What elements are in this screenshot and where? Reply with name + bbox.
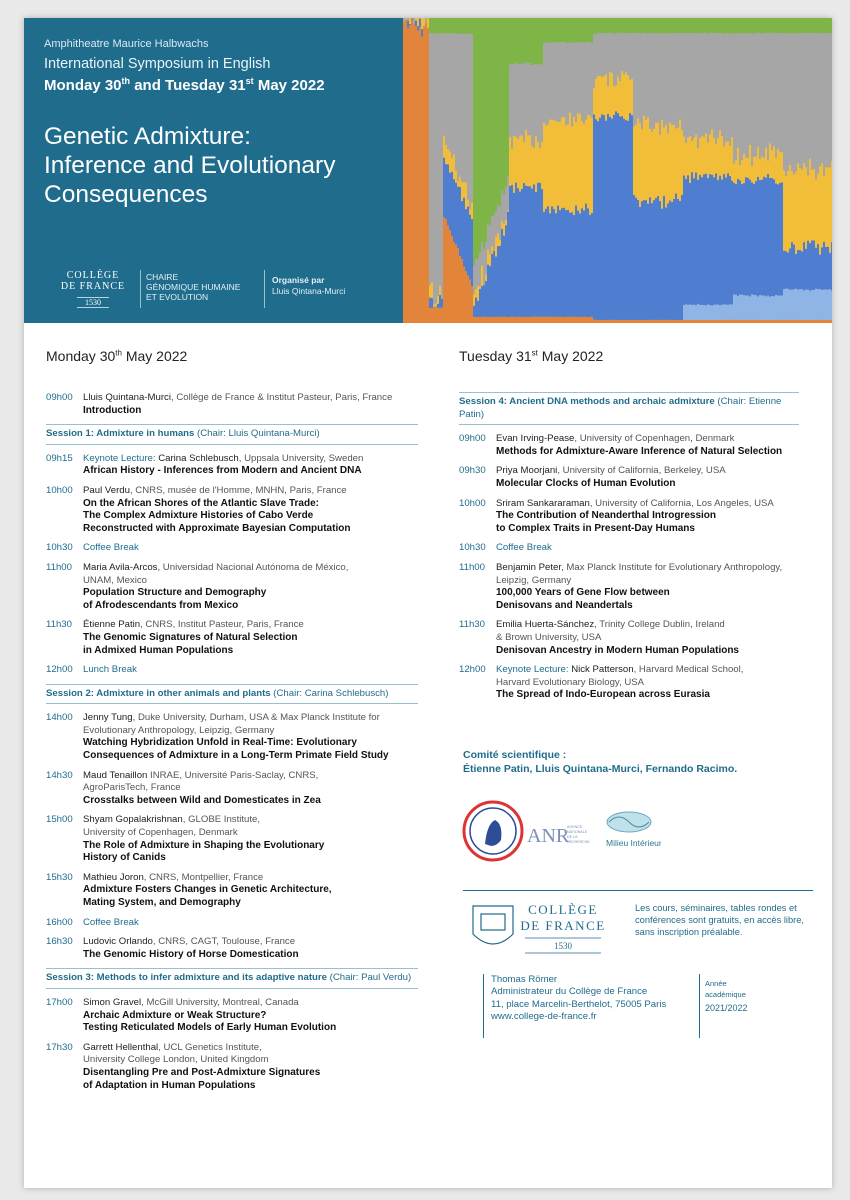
venue-label: Amphitheatre Maurice Halbwachs (44, 38, 209, 50)
time-slot: 11h30 (46, 619, 72, 631)
time-slot: 15h30 (46, 871, 73, 883)
time-slot: 14h00 (46, 712, 73, 724)
talk-item (46, 872, 418, 910)
talk-title: 100,000 Years of Gene Flow between Denisovans and Neandertals (496, 587, 670, 611)
talk-title: Molecular Clocks of Human Evolution (496, 477, 676, 489)
college-de-france-crest-logo (463, 896, 628, 958)
poster-page (24, 18, 832, 1188)
speaker-name: Priya Moorjani (496, 465, 558, 477)
time-slot: 10h00 (46, 484, 73, 496)
time-slot: 16h00 (46, 916, 73, 928)
svg-text:DE LA: DE LA (567, 835, 578, 839)
time-slot: 16h30 (46, 936, 73, 948)
time-slot: 14h30 (46, 769, 73, 781)
svg-text:ANR: ANR (527, 825, 570, 847)
talk-item (46, 936, 418, 961)
partner-logos (461, 794, 661, 868)
speaker-affiliation: , Collège de France & Institut Pasteur, Paris, France (170, 392, 393, 403)
footer-rule (463, 890, 813, 891)
speaker-affiliation: , University of California, Los Angeles, USA (589, 497, 774, 509)
speaker-name: Jenny Tung (83, 712, 133, 724)
break-item (459, 542, 799, 555)
session-chair: (Chair: Lluis Quintana-Murci) (194, 428, 320, 440)
speaker-name: Maria Avila-Arcos (83, 561, 158, 573)
talk-item (46, 770, 418, 808)
speaker-name: Carina Schlebusch (158, 452, 239, 464)
symposium-label: International Symposium in English (44, 56, 271, 72)
talk-title: Denisovan Ancestry in Modern Human Populations (496, 644, 739, 656)
break-label: Coffee Break (83, 542, 139, 554)
event-dates: Monday 30th and Tuesday 31st May 2022 (44, 76, 325, 94)
speaker-name: Nick Patterson (571, 664, 634, 676)
footer-block (463, 890, 813, 1040)
session-header (46, 968, 418, 989)
time-slot: 17h30 (46, 1041, 73, 1053)
break-label: Coffee Break (83, 916, 139, 928)
speaker-line (83, 770, 418, 795)
partner-logo-set (461, 794, 661, 868)
speaker-affiliation: , Universidad Nacional Autónoma de México, UNAM, Mexico (83, 561, 349, 586)
session-chair: (Chair: Carina Schlebusch) (270, 687, 389, 699)
speaker-line (83, 485, 418, 498)
speaker-name: Ludovic Orlando (83, 936, 153, 948)
talk-item (46, 997, 418, 1035)
speaker-line (496, 562, 799, 587)
talk-item (46, 1042, 418, 1092)
session-name: Session 3: Methods to infer admixture and its adaptive nature (46, 972, 327, 984)
speaker-affiliation: , CNRS, musée de l'Homme, MNHN, Paris, France (129, 484, 347, 496)
divider (140, 270, 141, 308)
free-access-notice: Les cours, séminaires, tables rondes et conférences sont gratuits, en accès libre, sans inscription préalable. (635, 903, 804, 937)
session-name: Session 1: Admixture in humans (46, 428, 195, 440)
tuesday-heading: Tuesday 31st May 2022 (459, 348, 604, 364)
speaker-name: Garrett Hellenthal (83, 1041, 159, 1053)
banner-text-panel (24, 18, 403, 323)
speaker-line (83, 562, 418, 587)
speaker-line (83, 619, 418, 632)
talk-item (46, 392, 418, 417)
session-name: Session 2: Admixture in other animals and plants (46, 687, 271, 699)
svg-text:RECHERCHE: RECHERCHE (567, 840, 590, 844)
speaker-line (83, 936, 418, 949)
time-slot: 17h00 (46, 996, 73, 1008)
event-title: Genetic Admixture: Inference and Evolutionary Consequences (44, 123, 336, 208)
speaker-affiliation: , University of California, Berkeley, USA (557, 465, 726, 477)
talk-title: On the African Shores of the Atlantic Slave Trade: The Complex Admixture Histories of Cabo Verde Reconstructed with Approximate Bayesian Computation (83, 497, 351, 534)
admixture-plot-image (403, 18, 832, 323)
administrator-contact: Thomas Römer Administrateur du Collège de France 11, place Marcelin-Berthelot, 75005 Paris www.college-de-france.fr (491, 974, 667, 1023)
svg-text:DE FRANCE: DE FRANCE (520, 918, 606, 933)
session-header (459, 392, 799, 425)
speaker-line (496, 465, 799, 478)
speaker-line (496, 664, 799, 689)
talk-title: The Spread of Indo-European across Eurasia (496, 689, 710, 701)
time-slot: 10h30 (46, 542, 73, 554)
time-slot: 09h00 (459, 433, 486, 445)
session-name: Session 4: Ancient DNA methods and archaic admixture (459, 396, 715, 407)
time-slot: 12h00 (46, 664, 73, 676)
svg-text:Milieu Intérieur: Milieu Intérieur (606, 838, 661, 848)
monday-heading: Monday 30th May 2022 (46, 348, 188, 364)
talk-item (459, 498, 799, 536)
talk-title: Watching Hybridization Unfold in Real-Time: Evolutionary Consequences of Admixture in a Long-Term Primate Field Study (83, 737, 389, 762)
speaker-name: Benjamin Peter (496, 561, 562, 573)
academic-year: Année académique 2021/2022 (705, 979, 748, 1013)
talk-title: Archaic Admixture or Weak Structure? Testing Reticulated Models of Early Human Evolution (83, 1009, 337, 1034)
svg-text:AGENCE: AGENCE (567, 825, 583, 829)
speaker-affiliation: , GLOBE Institute, University of Copenhagen, Denmark (83, 814, 261, 839)
time-slot: 12h00 (459, 664, 486, 676)
talk-title: Methods for Admixture-Aware Inference of Natural Selection (496, 445, 783, 457)
talk-title: The Role of Admixture in Shaping the Evolutionary History of Canids (83, 839, 325, 864)
session-header (46, 424, 418, 445)
inserm-seal-logo (464, 802, 522, 860)
speaker-name: Paul Verdu (83, 484, 130, 496)
speaker-affiliation: , Duke University, Durham, USA & Max Planck Institute for Evolutionary Anthropology, Leipzig, Germany (83, 712, 380, 736)
speaker-name: Evan Irving-Pease (496, 433, 575, 445)
session-header (46, 684, 418, 705)
talk-title: Disentangling Pre and Post-Admixture Signatures of Adaptation in Human Populations (83, 1066, 321, 1091)
keynote-label: Keynote Lecture: (496, 664, 572, 676)
talk-item (46, 485, 418, 535)
college-de-france-logo: COLLÈGE DE FRANCE 1530 (60, 270, 126, 307)
talk-item (46, 814, 418, 864)
talk-item (459, 433, 799, 458)
anr-logo (527, 825, 590, 847)
speaker-line (83, 712, 418, 737)
speaker-name: Mathieu Joron (83, 871, 144, 883)
break-item (46, 917, 418, 930)
speaker-line (496, 498, 799, 511)
milieu-interieur-logo (606, 812, 661, 848)
keynote-label: Keynote Lecture: (83, 452, 159, 464)
speaker-affiliation: , Trinity College Dublin, Ireland & Brown University, USA (496, 619, 725, 643)
speaker-name: Emilia Huerta-Sánchez (496, 619, 595, 631)
talk-title: Population Structure and Demography of Afrodescendants from Mexico (83, 587, 267, 611)
divider (699, 974, 700, 1038)
svg-text:NATIONALE: NATIONALE (567, 830, 588, 834)
speaker-affiliation: , Max Planck Institute for Evolutionary Anthropology, Leipzig, Germany (496, 561, 783, 586)
speaker-affiliation: , Uppsala University, Sweden (238, 452, 364, 464)
talk-item (46, 453, 418, 478)
speaker-line (83, 872, 418, 885)
break-label: Coffee Break (496, 542, 552, 554)
time-slot: 09h30 (459, 465, 486, 477)
time-slot: 11h00 (459, 561, 485, 573)
talk-item (46, 712, 418, 762)
talk-title: Introduction (83, 404, 142, 416)
speaker-affiliation: , University of Copenhagen, Denmark (574, 433, 735, 445)
speaker-affiliation: , McGill University, Montreal, Canada (141, 996, 299, 1008)
speaker-name: Shyam Gopalakrishnan (83, 814, 183, 826)
speaker-line (83, 814, 418, 839)
speaker-affiliation: , UCL Genetics Institute, University College London, United Kingdom (83, 1041, 269, 1066)
admixture-bars (403, 18, 832, 323)
monday-program (46, 392, 418, 1099)
talk-item (46, 562, 418, 612)
speaker-affiliation: , CNRS, Institut Pasteur, Paris, France (140, 619, 304, 631)
session-chair: (Chair: Etienne Patin) (459, 396, 782, 420)
speaker-line (83, 392, 418, 405)
speaker-affiliation: , CNRS, Montpellier, France (143, 871, 264, 883)
talk-title: The Genomic History of Horse Domestication (83, 948, 299, 960)
speaker-name: Simon Gravel (83, 996, 142, 1008)
speaker-name: Sriram Sankararaman (496, 497, 590, 509)
svg-text:COLLÈGE: COLLÈGE (528, 902, 598, 917)
speaker-line (83, 453, 418, 466)
talk-title: Crosstalks between Wild and Domesticates in Zea (83, 794, 321, 806)
website-link[interactable]: www.college-de-france.fr (491, 1011, 597, 1023)
speaker-affiliation: , CNRS, CAGT, Toulouse, France (152, 936, 296, 948)
talk-item (459, 562, 799, 612)
speaker-line (83, 997, 418, 1010)
time-slot: 09h15 (46, 452, 73, 464)
session-chair: (Chair: Paul Verdu) (326, 972, 412, 984)
talk-title: The Contribution of Neanderthal Introgression to Complex Traits in Present-Day Humans (496, 510, 716, 534)
talk-title: The Genomic Signatures of Natural Selection in Admixed Human Populations (83, 631, 298, 656)
speaker-line (83, 1042, 418, 1067)
divider (483, 974, 484, 1038)
speaker-line (496, 619, 799, 644)
organiser-label: Organisé par Lluis Qintana-Murci (272, 275, 346, 296)
divider (264, 270, 265, 308)
tuesday-program (459, 386, 799, 709)
talk-item (459, 619, 799, 657)
talk-item (459, 465, 799, 490)
time-slot: 10h30 (459, 542, 486, 554)
speaker-affiliation: , Harvard Medical School, Harvard Evolutionary Biology, USA (496, 664, 744, 688)
time-slot: 10h00 (459, 497, 486, 509)
chaire-label: CHAIRE GÉNOMIQUE HUMAINE ET EVOLUTION (146, 272, 241, 302)
talk-item (459, 664, 799, 702)
scientific-committee: Comité scientifique : Étienne Patin, Lluis Quintana-Murci, Fernando Racimo. (463, 749, 738, 775)
time-slot: 15h00 (46, 814, 73, 826)
speaker-name: Lluis Quintana-Murci (83, 392, 171, 403)
break-item (46, 542, 418, 555)
talk-item (46, 619, 418, 657)
speaker-name: Maud Tenaillon (83, 769, 148, 781)
break-label: Lunch Break (83, 664, 137, 676)
time-slot: 11h30 (459, 619, 485, 631)
speaker-name: Étienne Patin (83, 619, 141, 631)
break-item (46, 664, 418, 677)
talk-title: African History - Inferences from Modern and Ancient DNA (83, 465, 362, 477)
header-banner (24, 18, 832, 323)
time-slot: 09h00 (46, 392, 73, 403)
talk-title: Admixture Fosters Changes in Genetic Architecture, Mating System, and Demography (83, 884, 332, 908)
svg-text:1530: 1530 (554, 941, 572, 951)
time-slot: 11h00 (46, 561, 72, 573)
speaker-affiliation: INRAE, Université Paris-Saclay, CNRS, AgroParisTech, France (83, 769, 319, 794)
speaker-line (496, 433, 799, 446)
